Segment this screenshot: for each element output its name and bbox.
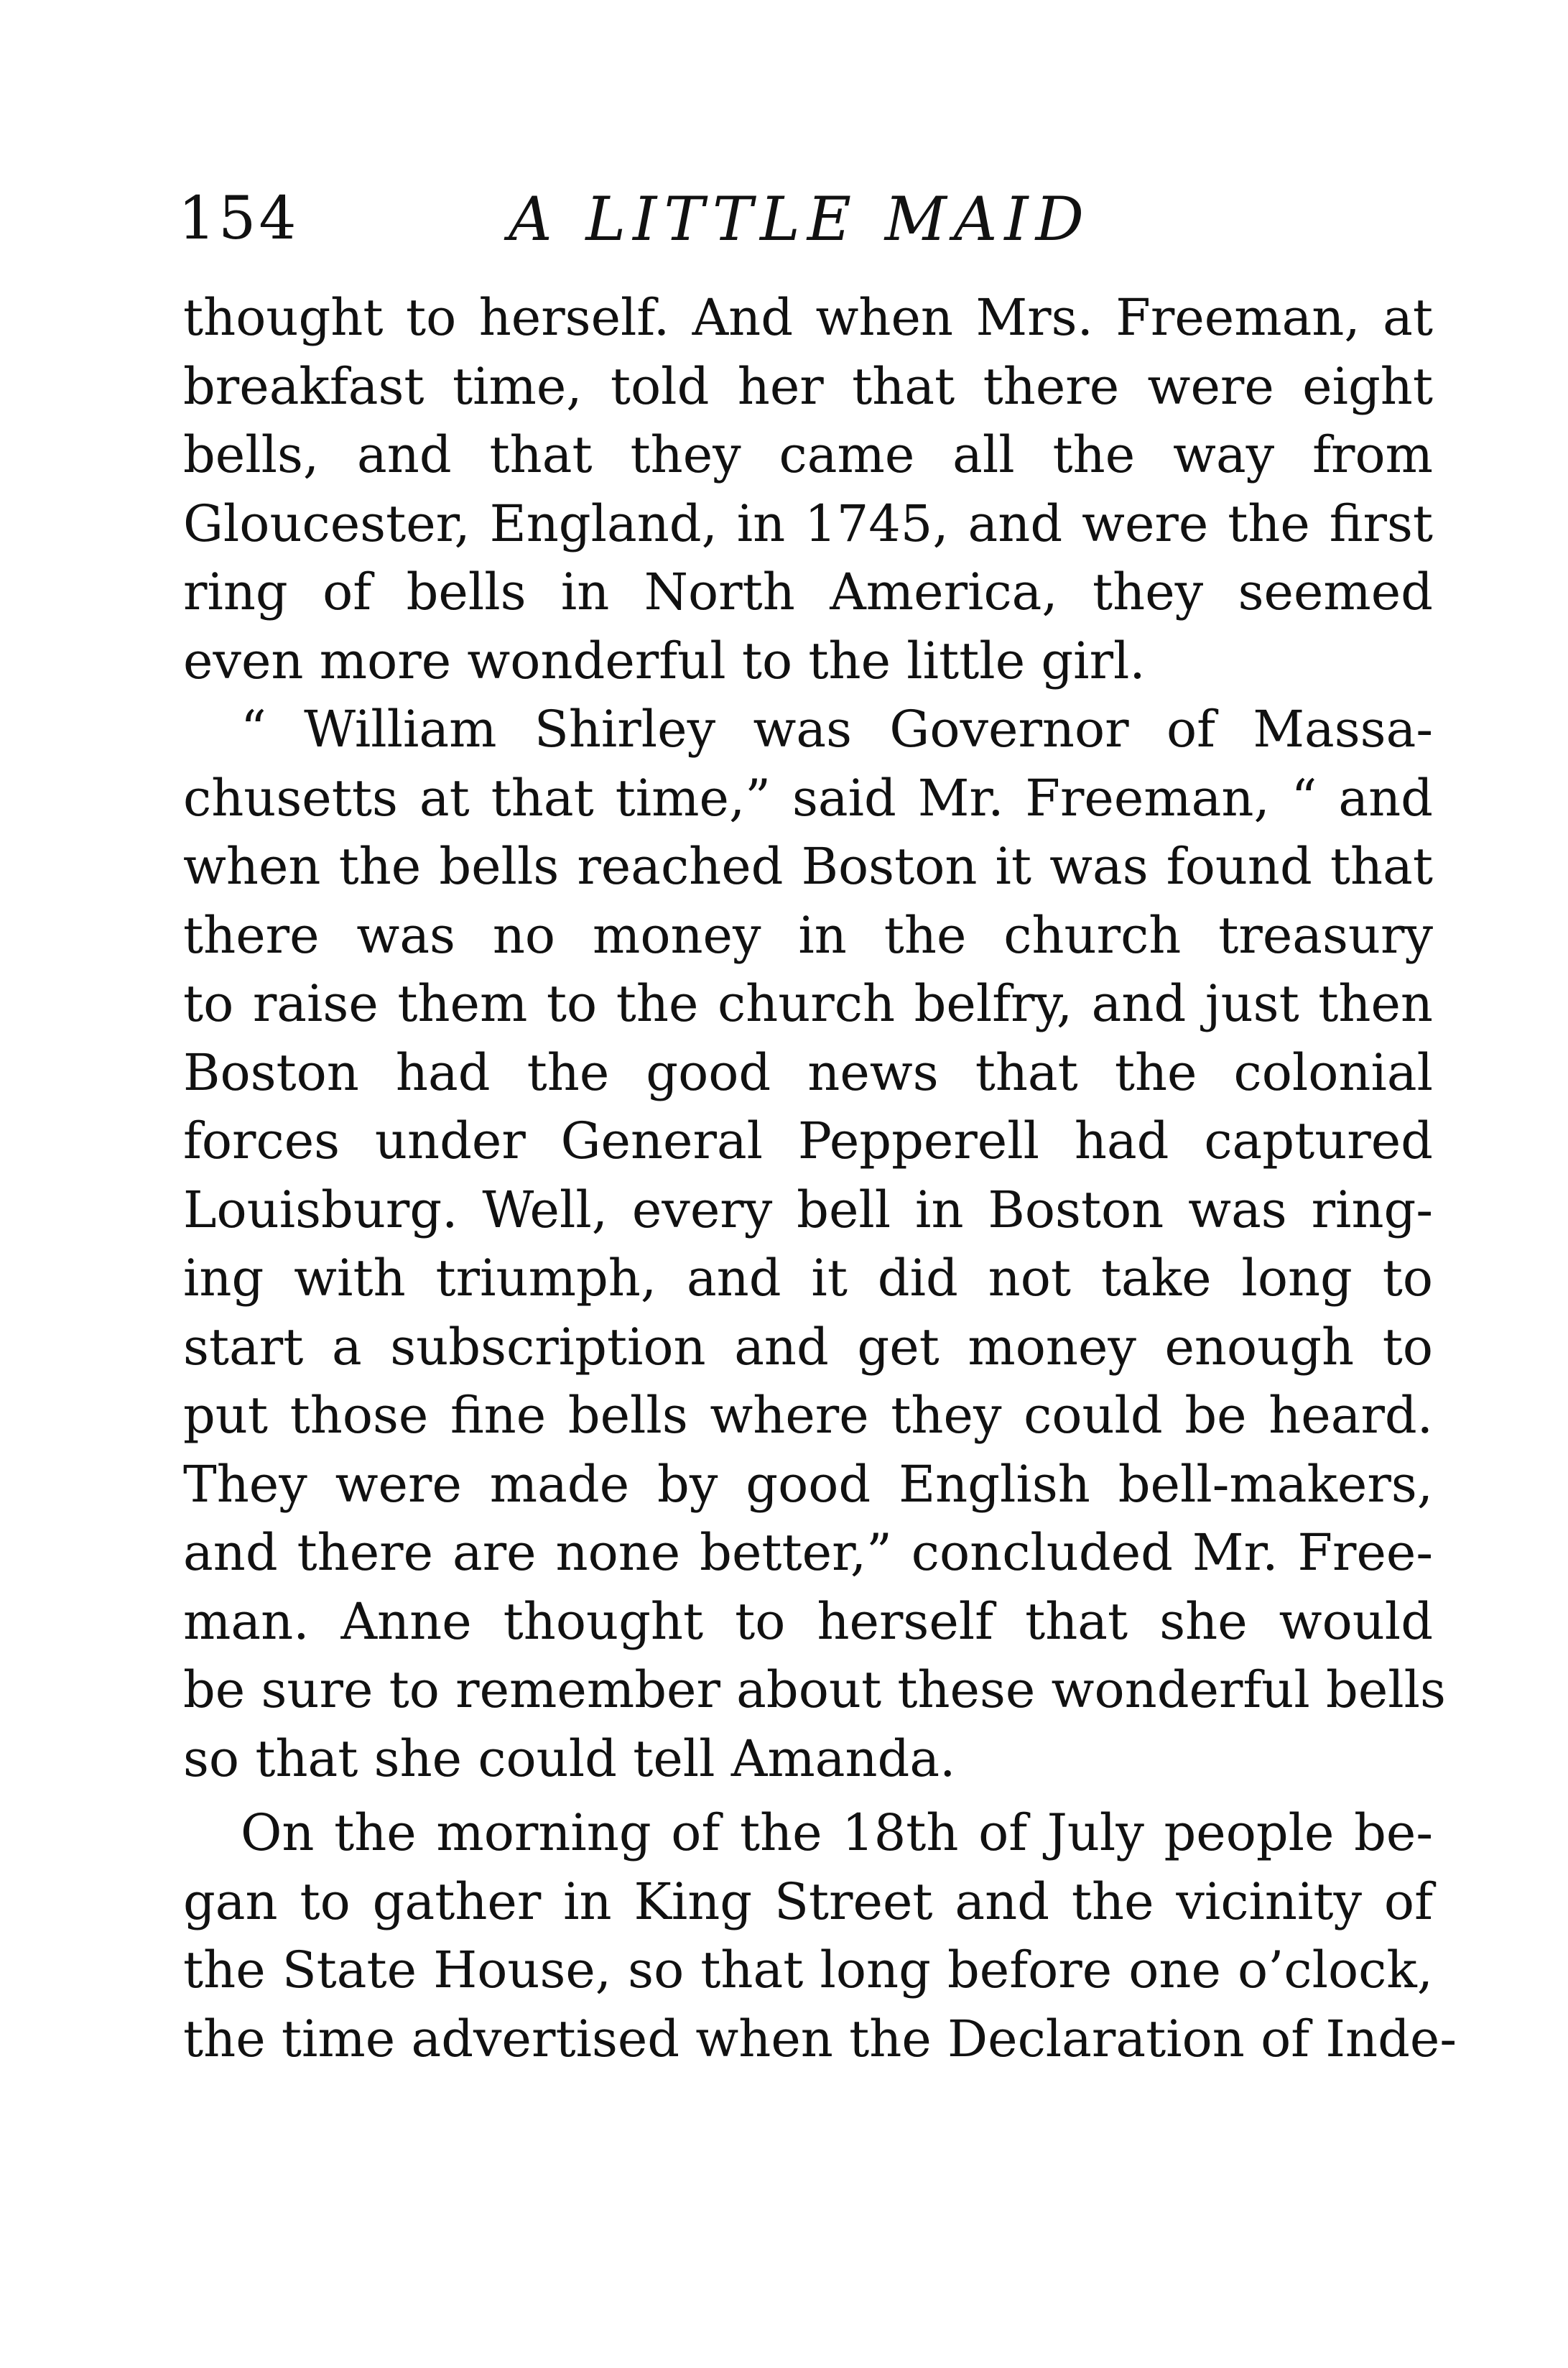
text-line: man. Anne thought to herself that she would (183, 1591, 1433, 1651)
text-line: start a subscription and get money enough to (183, 1317, 1433, 1377)
text-line: and there are none better,” concluded Mr. Free- (183, 1523, 1433, 1582)
text-line: forces under General Pepperell had captured (183, 1111, 1433, 1170)
text-line: bells, and that they came all the way from (183, 425, 1433, 484)
text-line: On the morning of the 18th of July people be- (241, 1803, 1433, 1862)
paragraph-3 (183, 1799, 1457, 2073)
page-header (178, 180, 1428, 259)
text-line: to raise them to the church belfry, and just then (183, 974, 1433, 1033)
text-line: They were made by good English bell-makers, (183, 1454, 1433, 1514)
text-line: ing with triumph, and it did not take long to (183, 1249, 1433, 1308)
text-line: breakfast time, told her that there were eight (183, 356, 1433, 416)
text-line: even more wonderful to the little girl. (183, 631, 1146, 690)
text-line: chusetts at that time,” said Mr. Freeman, “ and (183, 768, 1433, 828)
text-line: so that she could tell Amanda. (183, 1729, 956, 1788)
text-line: when the bells reached Boston it was found that (183, 837, 1433, 896)
text-line: thought to herself. And when Mrs. Freeman, at (183, 288, 1433, 347)
paragraph-1 (183, 284, 1433, 695)
text-line: the time advertised when the Declaration of Inde- (183, 2009, 1457, 2068)
text-line: Louisburg. Well, every bell in Boston was ring- (183, 1180, 1433, 1239)
text-line: Gloucester, England, in 1745, and were the first (183, 494, 1433, 553)
text-line: “ William Shirley was Governor of Massa- (241, 700, 1433, 759)
text-line: gan to gather in King Street and the vicinity of (183, 1872, 1433, 1931)
body-text (183, 284, 1457, 2073)
text-line: the State House, so that long before one o’clock, (183, 1941, 1433, 1999)
page-number: 154 (178, 185, 300, 253)
running-title: A LITTLE MAID (509, 184, 1091, 254)
text-line: put those fine bells where they could be heard. (183, 1386, 1433, 1445)
paragraph-2 (183, 695, 1446, 1793)
text-line: be sure to remember about these wonderful bells (183, 1660, 1446, 1719)
text-line: Boston had the good news that the colonial (183, 1042, 1433, 1102)
text-line: there was no money in the church treasury (183, 905, 1433, 965)
text-line: ring of bells in North America, they seemed (183, 563, 1433, 621)
